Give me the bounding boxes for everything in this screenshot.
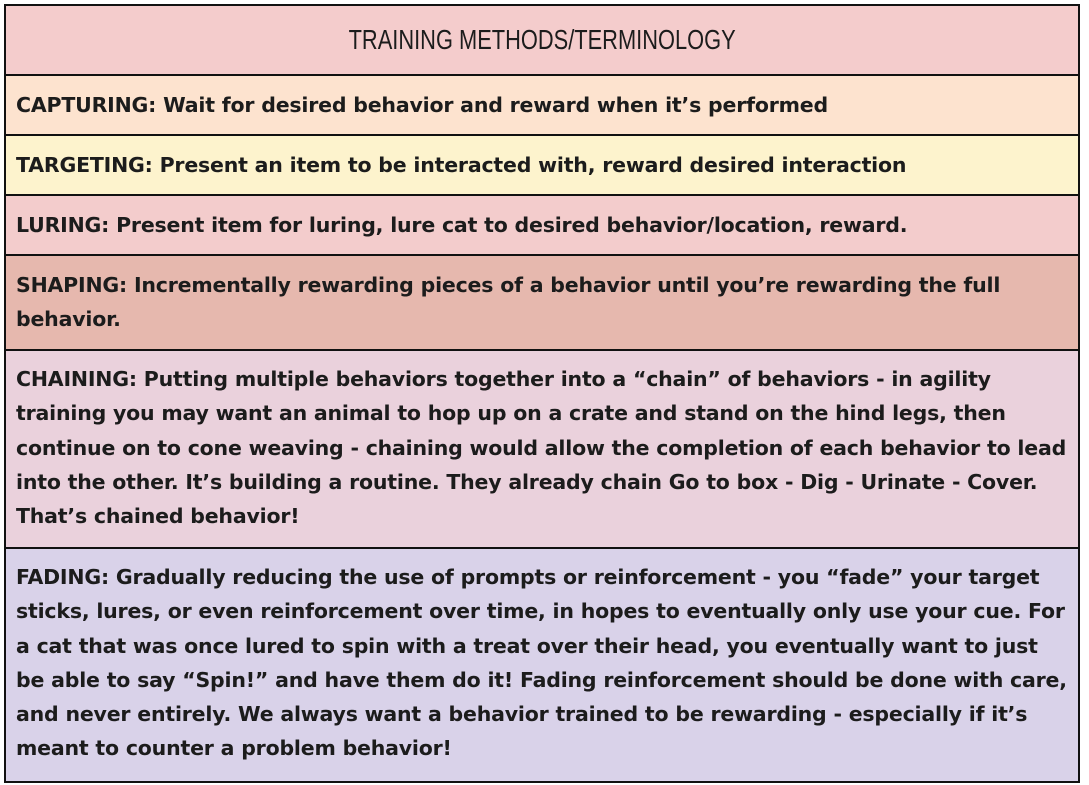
row-shaping bbox=[6, 256, 1078, 351]
table-title: TRAINING METHODS/TERMINOLOGY bbox=[348, 23, 736, 55]
row-chaining-text: CHAINING: Putting multiple behaviors together into a “chain” of behaviors - in agility training you may want an animal to hop up on a crate and stand on the hind legs, then continue on to cone weaving - chaining would allow the completion of each behavior to lead into the other. It’s building a routine. They already chain Go to box - Dig - Urinate - Cover. That’s chained behavior! bbox=[16, 367, 1067, 529]
row-fading bbox=[6, 549, 1078, 781]
row-luring bbox=[6, 196, 1078, 256]
row-capturing bbox=[6, 76, 1078, 136]
row-targeting-text: TARGETING: Present an item to be interacted with, reward desired interaction bbox=[16, 152, 907, 177]
row-luring-text: LURING: Present item for luring, lure cat to desired behavior/location, reward. bbox=[16, 212, 908, 237]
terminology-table bbox=[4, 4, 1080, 783]
row-targeting bbox=[6, 136, 1078, 196]
row-shaping-text: SHAPING: Incrementally rewarding pieces of a behavior until you’re rewarding the full behavior. bbox=[16, 273, 1001, 332]
row-capturing-text: CAPTURING: Wait for desired behavior and reward when it’s performed bbox=[16, 92, 828, 117]
row-fading-text: FADING: Gradually reducing the use of prompts or reinforcement - you “fade” your target sticks, lures, or even reinforcement over time, in hopes to eventually only use your cue. For a cat that was once lured to spin with a treat over their head, you eventually want to just be able to say “Spin!” and have them do it! Fading reinforcement should be done with care, and never entirely. We always want a behavior trained to be rewarding - especially if it’s meant to counter a problem behavior! bbox=[16, 565, 1067, 761]
row-chaining bbox=[6, 351, 1078, 549]
table-title-row bbox=[6, 6, 1078, 76]
